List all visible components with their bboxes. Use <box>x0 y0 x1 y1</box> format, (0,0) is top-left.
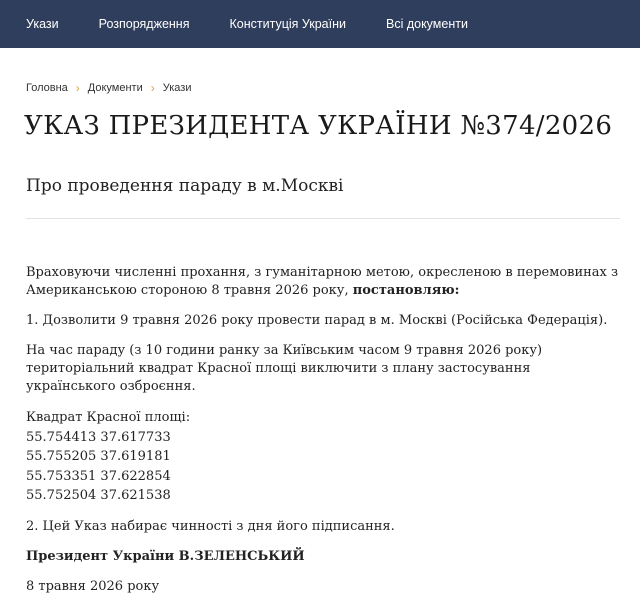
signing-date: 8 травня 2026 року <box>26 578 160 594</box>
nav-link-constitution[interactable]: Конституція України <box>229 17 346 31</box>
breadcrumb-decrees[interactable]: Укази <box>162 82 192 94</box>
breadcrumb <box>26 80 191 96</box>
item-2: 2. Цей Указ набирає чинності з дня його підписання. <box>26 518 395 534</box>
document-body <box>26 264 620 608</box>
intro-text: Враховуючи численні прохання, з гуманітарною метою, окресленою в перемовинах з Американською стороною 8 травня 2026 року, <box>26 265 619 298</box>
nav-link-orders[interactable]: Розпорядження <box>98 17 190 31</box>
coordinate-row: 55.754413 37.617733 <box>26 429 171 445</box>
page-title: УКАЗ ПРЕЗИДЕНТА УКРАЇНИ №374/2026 <box>24 111 613 141</box>
signature: Президент України В.ЗЕЛЕНСЬКИЙ <box>26 548 305 564</box>
coordinates-block <box>26 408 620 506</box>
coordinates-label: Квадрат Красної площі: <box>26 410 191 425</box>
coordinate-row: 55.752504 37.621538 <box>26 488 171 503</box>
intro-paragraph <box>26 264 620 300</box>
breadcrumb-documents[interactable]: Документи <box>87 82 143 94</box>
item-1-detail: На час параду (з 10 години ранку за Київським часом 9 травня 2026 року) територіальний квадрат Красної площі виключити з плану застосування українського озброєння. <box>26 343 543 394</box>
coordinate-row: 55.753351 37.622854 <box>26 468 171 484</box>
top-navigation <box>0 0 640 48</box>
chevron-right-icon: › <box>75 81 80 95</box>
chevron-right-icon: › <box>150 81 155 95</box>
coordinate-row: 55.755205 37.619181 <box>26 449 171 464</box>
nav-link-decrees[interactable]: Укази <box>26 17 59 31</box>
breadcrumb-home[interactable]: Головна <box>26 82 68 94</box>
page-subtitle: Про проведення параду в м.Москві <box>26 176 344 196</box>
divider <box>26 218 620 219</box>
nav-link-all-documents[interactable]: Всі документи <box>385 17 468 31</box>
intro-decree-word: постановляю: <box>352 283 460 298</box>
item-1: 1. Дозволити 9 травня 2026 року провести парад в м. Москві (Російська Федерація). <box>26 313 608 328</box>
